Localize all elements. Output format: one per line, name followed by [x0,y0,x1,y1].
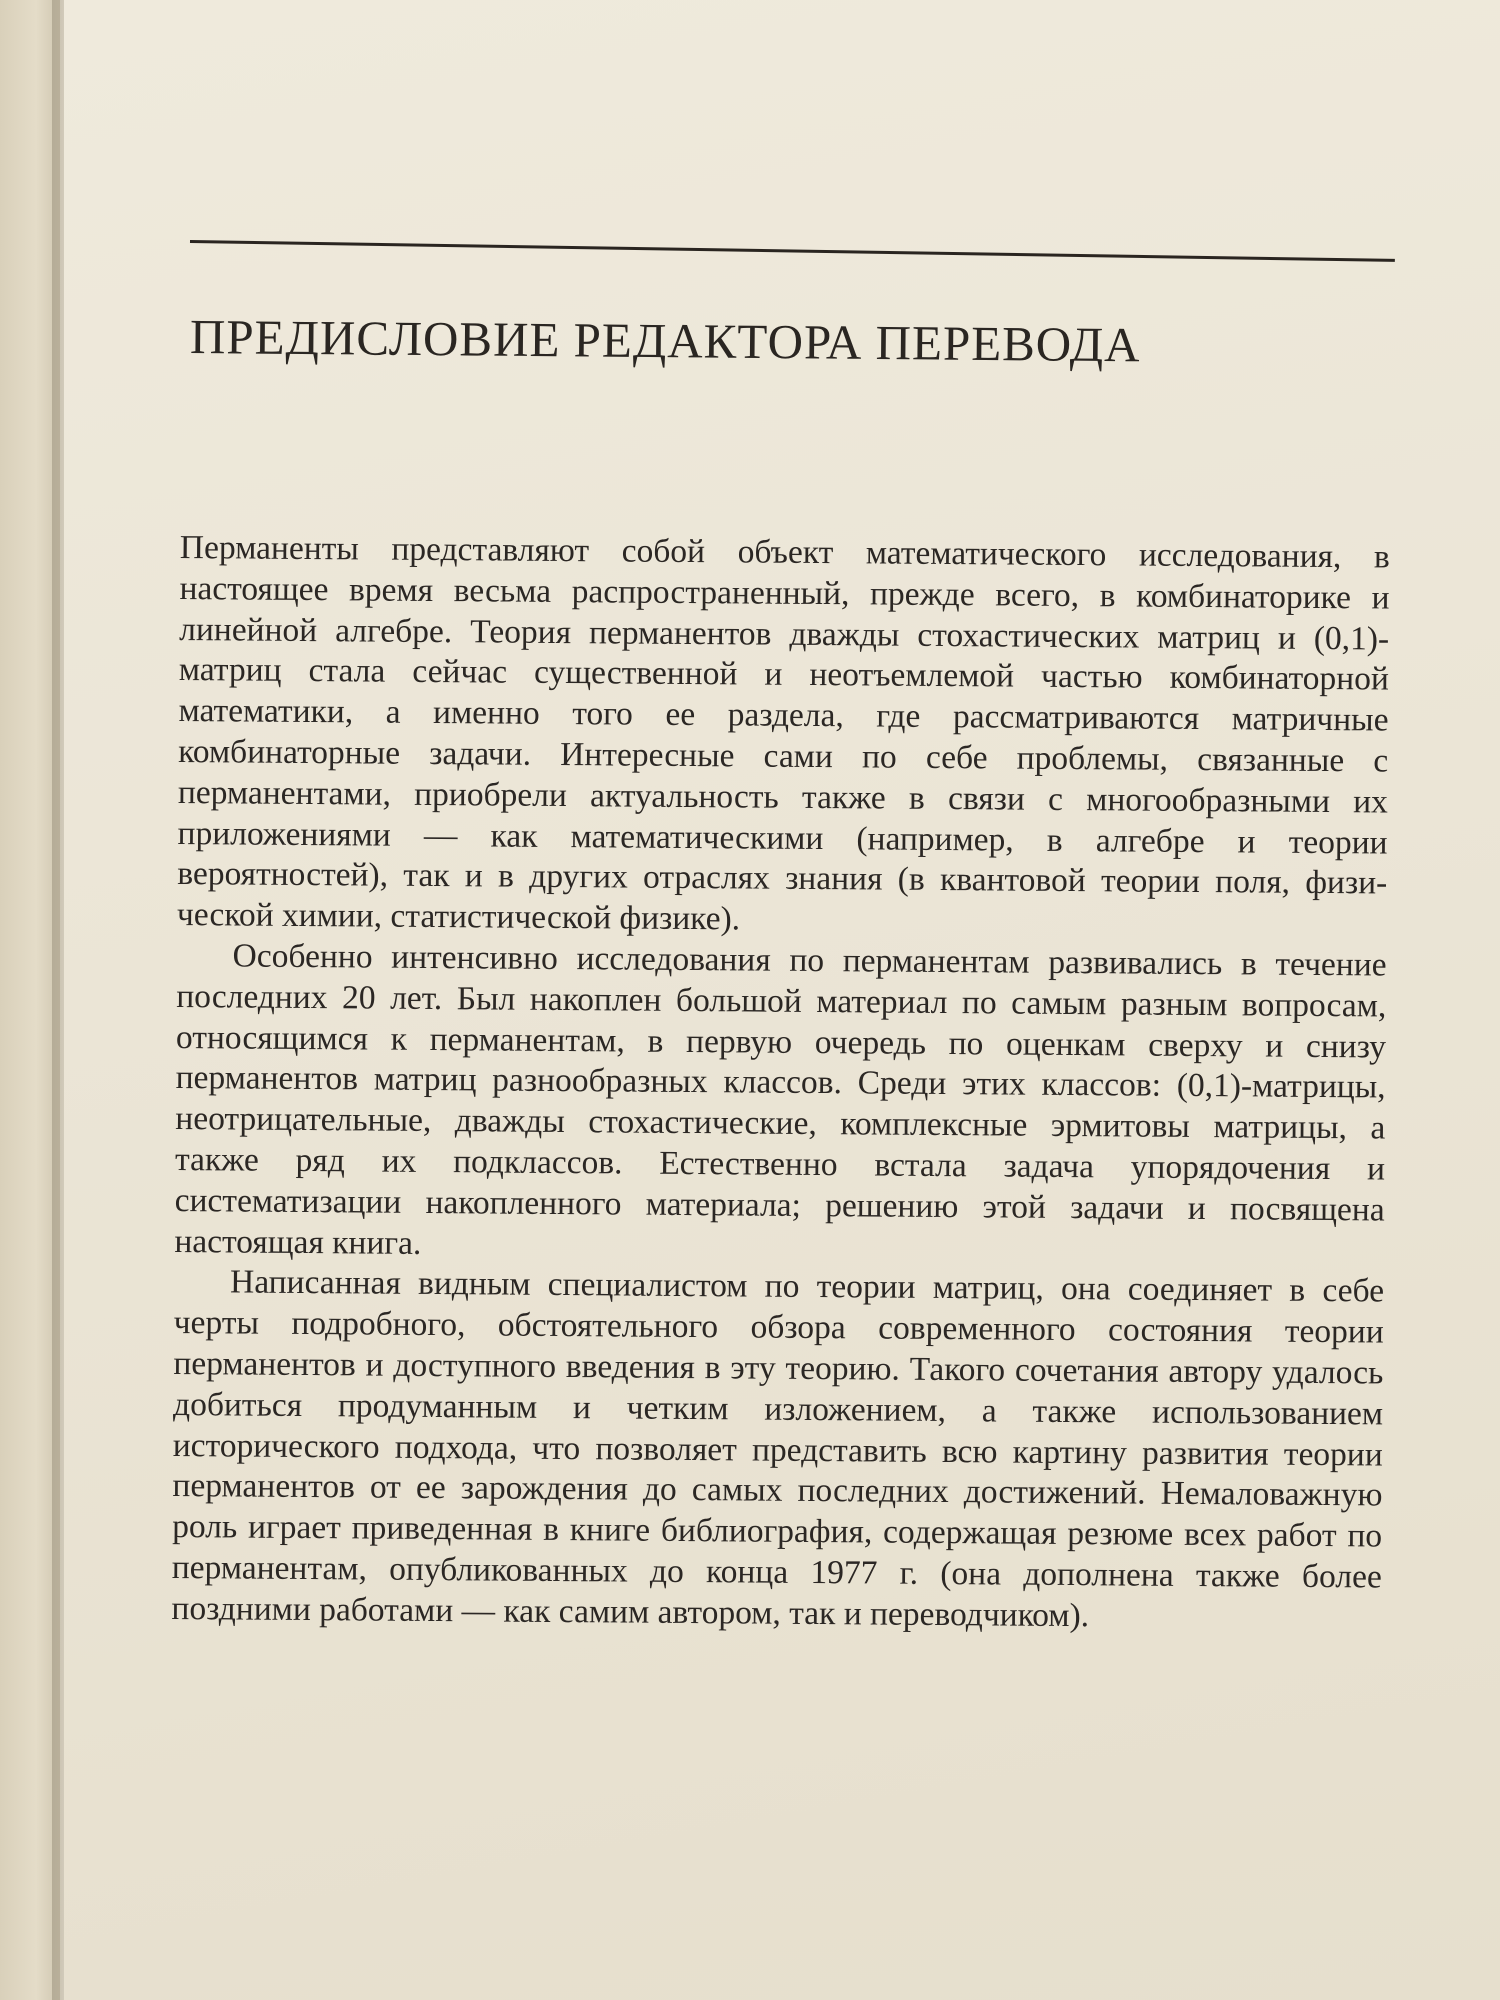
body-text [171,528,1390,1639]
paragraph-2: Особенно интенсивно исследования по перманентам развивались в течение последних 20 лет. Был накоплен большой материал по самым разным вопросам, относящимся к перманентам, в первую очередь по оценкам сверху и снизу перманентов матриц разнообразных классов. Среди этих классов: (0,1)-матрицы, неотрицательные, дважды стохастические, комплексные эрмитовы матрицы, а также ряд их подклассов. Естественно встала задача упорядочения и систематизации накопленного материала; решению этой задачи и посвящена настоящая книга. [174,937,1387,1262]
page-title: ПРЕДИСЛОВИЕ РЕДАКТОРА ПЕРЕВОДА [189,309,1141,373]
paragraph-1: Перманенты представляют собой объект математического исследования, в настоящее время весьма распространенный, прежде всего, в комбинаторике и линейной алгебре. Теория перманентов дважды стохастических матриц и (0,1)-матриц стала сейчас существенной и неотъемлемой частью комбинаторной математики, а именно того ее раздела, где рассматриваются матричные комбинаторные задачи. Интересные сами по себе проблемы, связанные с перманентами, приобрели актуальность также в связи с многообразными их приложениями — как математическими (например, в алгебре и теории вероятностей), так и в других отраслях знания (в квантовой теории поля, физической химии, статистической физике). [176,528,1390,938]
paragraph-3: Написанная видным специалистом по теории матриц, она соединяет в себе черты подробного, обстоятельного обзора современного состояния теории перманентов и доступного введения в эту теорию. Такого сочетания автору удалось добиться продуманным и четким изложением, а также использованием исторического подхода, что позволяет представить всю картину развития теории перманентов от ее зарождения до самых последних достижений. Немаловажную роль играет приведенная в книге библиография, содержащая резюме всех работ по перманентам, опубликованных до конца 1977 г. (она дополнена также более поздними работами — как самим автором, так и переводчиком). [171,1263,1385,1634]
left-page-edge [0,0,60,2000]
